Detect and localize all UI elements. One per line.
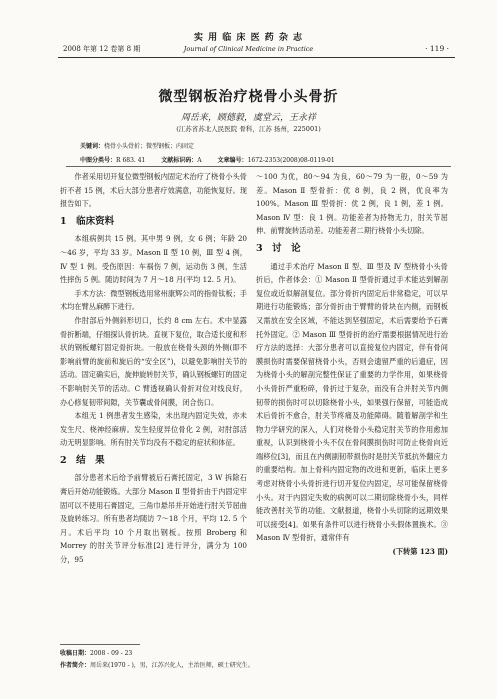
paragraph: 作肘部后外侧斜形切口，长约 8 cm 左右。术中显露骨折断端，仔细探认骨折块。直视下复位，取合适长度和形状的钢板螺钉固定骨折块。一般放在桡骨头颈的外侧(即不影响前臂的旋前和旋后的“安全区”)，以避免影响肘关节的活动。固定确实后，旋伸旋转肘关节，确认钢板螺钉的固定不影响肘关节的活动。C 臂透视确认骨折对位对线良好，办心修复韧带间隙，关节囊或骨间膜，闭合伤口。 [60,315,247,407]
article-title: 微型钢板治疗桡骨小头骨折 [158,89,339,105]
paragraph: 本组病例共 15 例。其中男 9 例，女 6 例；年龄 20～46 岁，平均 33 岁。Mason Ⅱ 型 10 例，Ⅲ 型 4 例，Ⅳ 型 1 例。受伤原因：车祸伤 7 例，运动伤 3 例，生活性摔伤 5 例。随访时间为 7 月～18 月(平均 12. 5 月)。 [60,234,247,285]
left-column [60,170,247,567]
footnote-divider [60,644,140,645]
section-heading-results: 2 结 果 [60,454,105,466]
article-no-value: 1672-2353(2008)08-0119-01 [247,157,335,164]
article-no-label: 文章编号： [217,157,248,164]
section-heading-clinical-data: 1 临床资料 [60,215,115,227]
meta-divider [66,166,451,167]
journal-name-cn: 实 用 临 床 医 药 杂 志 [194,33,303,43]
intro-paragraph: 作者采用切开复位微型钢板内固定术治疗了桡骨小头骨折不者 15 例，术后大部分患者疗效满意，功能恢复好。现报告如下。 [60,172,247,209]
issue-label: 2008 年第 12 卷第 8 期 [63,45,141,53]
clc-value: R 683. 41 [116,157,146,164]
article-authors: 周岳来，顾德毅，虞堂云，王永祥 [180,113,316,123]
keywords-value: 桡骨小头骨折；微型钢板；内固定 [104,143,195,150]
right-column [256,170,448,559]
journal-name-en: Journal of Clinical Medicine in Practice [183,45,314,53]
paragraph: 部分患者术后给予前臂被后石膏托固定，3 W 拆除石膏后开始功能锻炼。大部分 Mason Ⅱ 型骨折由于内固定牢固可以不使用石膏固定，三角巾悬吊并开始进行肘关节屈曲及旋转练习。所有患者均随访 7～18 个月，平均 12. 5 个月。术后平均 10 个月取出钢板。按照 Broberg 和 Morrey 的肘关节评分标准[2] 进行评分，满分为 100 分，95 [60,473,247,565]
journal-header [0,30,497,53]
paragraph: ～100 为优，80～94 为良，60～79 为一般，0～59 为差。Mason Ⅱ 型骨折：优 8 例，良 2 例，优良率为 100%。Mason Ⅲ 型骨折：优 2 例，良 1 例，差 1 例。Mason Ⅳ 型：良 1 例。功能差者为持物无力，肘关节屈伸、前臂旋转活动差。功能差者二期行桡骨小头切除。 [256,172,448,236]
page-number: · 119 · [425,44,449,53]
section-heading-discussion: 3 讨 论 [256,242,301,254]
author-bio: 周岳来(1970 - )，男，江苏兴化人，主治医师，硕士研究生。 [90,662,254,669]
received-label: 收稿日期： [60,650,91,657]
keywords-label: 关键词： [80,143,105,150]
doc-code-label: 文献标识码： [161,157,198,164]
author-bio-line [60,660,254,669]
received-date: 2008 - 09 - 23 [90,650,133,657]
continued-note: (下转第 123 面) [392,547,448,557]
paragraph: 通过手术治疗 Mason Ⅱ 型、Ⅲ 型及 Ⅳ 型桡骨小头骨折后，作者体会：① Mason Ⅱ 型骨折通过手术能达到解剖复位或近似解剖复位。部分骨折内固定后非常稳定，可以早期进行功能锻炼；部分骨折由于臂臂的骨块在内侧，而钢板又需放在安全区域，不能达到坚强固定，术后需要给予石膏托外固定。② Mason Ⅲ 型骨折的治疗需要根据情况进行治疗方法的选择：大部分患者可以直接复位内固定，伴有骨间膜损伤时需要保留桡骨小头，否则会遗留严重的后遗症，因为桡骨小头的解剖完整性保证了重要的力学作用，如果桡骨小头骨折严重粉碎，骨折过于复杂，而没有合并肘关节内侧韧带的损伤时可以切除桡骨小头，如果强行保留，可能造成术后骨折不愈合，肘关节疼痛及功能障碍。随着解剖学和生物力学研究的深入，人们对桡骨小头稳定肘关节的作用愈加重视，认识到桡骨小头不仅在骨间膜损伤时可防止桡骨向近端移位[3]，而且在内侧副韧带损伤时是肘关节抵抗外翻应力的重要结构。加上骨科内固定物的改进和更新，临床上更多考虑对桡骨小头骨折进行切开复位内固定，尽可能保留桡骨小头。对于内固定失败的病例可以二期切除桡骨小头，同样能改善肘关节的功能。文献报道，桡骨小头切除的远期效果可以接受[4]。如果有条件可以进行桡骨小头假体置换术。③ Mason Ⅳ 型骨折，通常伴有 [256,261,448,543]
doc-code-value: A [197,157,202,164]
paragraph: 本组无 1 例患者发生感染，未出现内固定失效，亦未发生尺、桡神经麻痹。发生轻度异位骨化 2 例，对肘部活动无明显影响。所有肘关节均没有不稳定的症状和体征。 [60,411,247,448]
clc-label: 中图分类号： [80,157,117,164]
header-divider [58,57,455,58]
author-bio-label: 作者简介： [60,662,91,669]
article-affiliation: (江苏省苏北人民医院 骨科，江苏 扬州，225001) [176,125,321,133]
keywords-line [80,141,194,150]
received-line [60,648,132,657]
paragraph: 手术方法：微型钢板选用常州康辉公司的指骨钛板；手术均在臂丛麻醉下进行。 [60,288,247,312]
classification-line [80,155,335,164]
